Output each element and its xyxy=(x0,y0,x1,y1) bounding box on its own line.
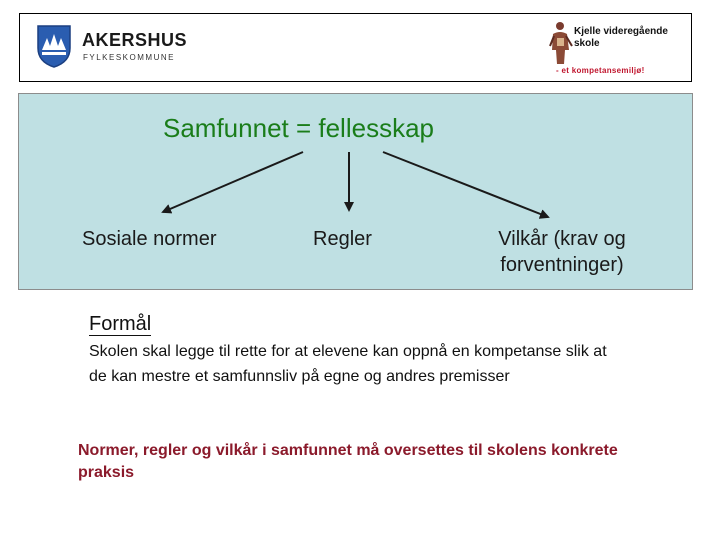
akershus-name: AKERSHUS xyxy=(82,30,188,50)
conclusion-text: Normer, regler og vilkår i samfunnet må oversettes til skolens konkrete praksis xyxy=(78,442,618,481)
formal-heading: Formål xyxy=(89,313,152,335)
akershus-subtitle: FYLKESKOMMUNE xyxy=(83,53,175,62)
formal-text: Skolen skal legge til rette for at elevene kan oppnå en kompetanse slik at de kan mestre et samfunnsliv på egne og andres premisser xyxy=(89,343,607,385)
arrow-to-vilkar xyxy=(383,152,548,217)
diagram-title: Samfunnet = fellesskap xyxy=(163,113,434,143)
node-regler: Regler xyxy=(313,228,372,250)
node-sosiale-normer: Sosiale normer xyxy=(82,228,217,250)
kjelle-tagline: - et kompetansemiljø! xyxy=(556,66,645,75)
arrow-to-sosiale-normer xyxy=(163,152,303,212)
kjelle-name: Kjelle videregående skole xyxy=(574,26,668,49)
node-vilkar: Vilkår (krav og forventninger) xyxy=(498,228,626,276)
